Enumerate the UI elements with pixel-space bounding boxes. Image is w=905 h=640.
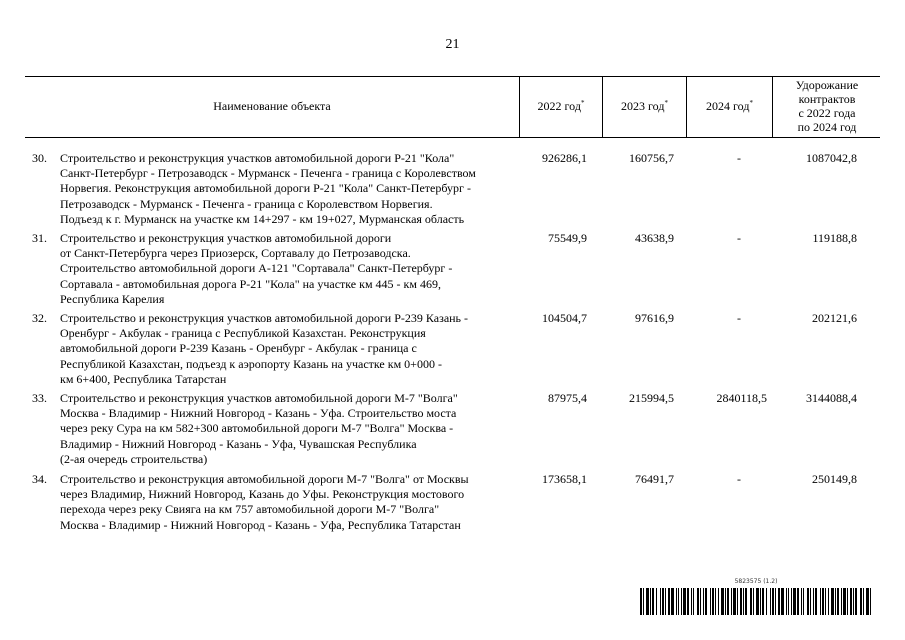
- table-header-rule: [25, 137, 880, 138]
- barcode-number: 5823575 (1.2): [734, 578, 778, 585]
- value-increase: 3144088,4: [806, 391, 857, 405]
- header-year-2022: 2022 год*: [537, 99, 585, 113]
- value-2022: 75549,9: [548, 231, 587, 245]
- document-barcode: [640, 578, 872, 618]
- header-year-2023: 2023 год*: [621, 99, 668, 113]
- row-number: 31.: [32, 231, 47, 245]
- value-2023: 97616,9: [635, 311, 674, 325]
- value-2023: 43638,9: [635, 231, 674, 245]
- value-2022: 173658,1: [542, 472, 587, 486]
- table-top-rule: [25, 76, 880, 77]
- value-2024: -: [737, 151, 741, 165]
- value-increase: 119188,8: [812, 231, 857, 245]
- header-cost-increase: Удорожание контрактов с 2022 года по 2024 год: [795, 78, 859, 134]
- row-number: 30.: [32, 151, 47, 165]
- value-increase: 250149,8: [812, 472, 857, 486]
- value-increase: 202121,6: [812, 311, 857, 325]
- row-number: 32.: [32, 311, 47, 325]
- value-2023: 160756,7: [629, 151, 674, 165]
- value-2024: 2840118,5: [716, 391, 767, 405]
- value-2022: 926286,1: [542, 151, 587, 165]
- header-year-2024: 2024 год*: [706, 99, 753, 113]
- value-2023: 215994,5: [629, 391, 674, 405]
- value-increase: 1087042,8: [806, 151, 857, 165]
- barcode-icon: [640, 588, 872, 615]
- object-name: Строительство и реконструкция участков автомобильной дороги Р-239 Казань - Оренбург - Акбулак - граница с Республикой Казахстан. Реконструкция автомобильной дороги Р-239 Казань - Оренбург - Акбулак - граница с Республикой Казахстан, подъезд к аэропорту Казань на участке км 0+000 - км 6+400, Республика Татарстан: [60, 311, 469, 386]
- value-2022: 87975,4: [548, 391, 587, 405]
- value-2024: -: [737, 472, 741, 486]
- row-number: 33.: [32, 391, 47, 405]
- value-2023: 76491,7: [635, 472, 674, 486]
- object-name: Строительство и реконструкция участков автомобильной дороги М-7 "Волга" Москва - Владимир - Нижний Новгород - Казань - Уфа. Строительство моста через реку Сура на км 582+300 автомобильной дороги М-7 "Волга" Москва - Владимир - Нижний Новгород - Казань - Уфа, Чувашская Республика (2-ая очередь строительства): [60, 391, 458, 466]
- object-name: Строительство и реконструкция автомобильной дороги М-7 "Волга" от Москвы через Владимир, Нижний Новгород, Казань до Уфы. Реконструкция мостового перехода через реку Свияга на км 757 автомобильной дороги М-7 "Волга" Москва - Владимир - Нижний Новгород - Казань - Уфа, Республика Татарстан: [60, 472, 469, 532]
- page-number: 21: [445, 37, 460, 52]
- object-name: Строительство и реконструкция участков автомобильной дороги от Санкт-Петербурга через Приозерск, Сортавалу до Петрозаводска. Строительство автомобильной дороги А-121 "Сортавала" Санкт-Петербург - Сортавала - автомобильная дорога Р-21 "Кола" на участке км 445 - км 469, Республика Карелия: [60, 231, 453, 306]
- row-number: 34.: [32, 472, 47, 486]
- value-2024: -: [737, 231, 741, 245]
- value-2022: 104504,7: [542, 311, 587, 325]
- object-name: Строительство и реконструкция участков автомобильной дороги Р-21 "Кола" Санкт-Петербург - Петрозаводск - Мурманск - Печенга - граница с Королевством Норвегия. Реконструкция автомобильной дороги Р-21 "Кола" Санкт-Петербург - Петрозаводск - Мурманск - Печенга - граница с Королевством Норвегия. Подъезд к г. Мурманск на участке км 14+297 - км 19+027, Мурманская область: [60, 151, 476, 226]
- header-object-name: Наименование объекта: [213, 99, 331, 113]
- value-2024: -: [737, 311, 741, 325]
